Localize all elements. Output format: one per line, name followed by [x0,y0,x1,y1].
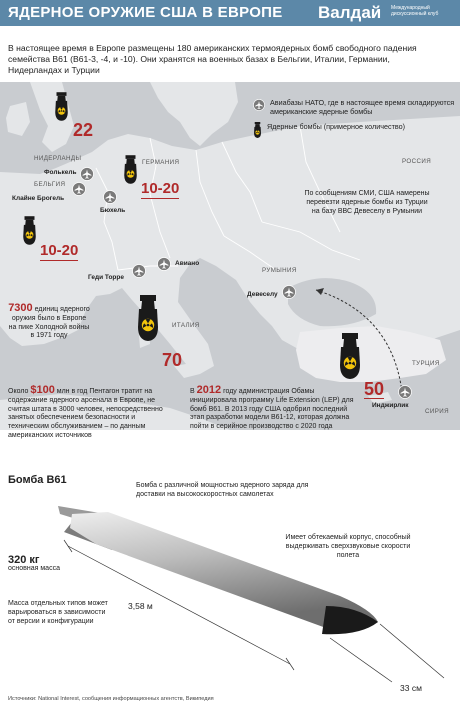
cold-war-number: 7300 [8,302,33,314]
base-kleine-brogel-label: Клайне Брогель [12,195,65,202]
bomb-caption-right: Имеет обтекаемый корпус, способный выдерживать сверхзвуковые скорости полета [285,534,411,559]
bomb-turkey-icon [338,332,362,380]
airbase-icon [253,98,265,112]
cold-war-note [8,304,90,341]
nuclear-bomb-icon [253,122,262,138]
bomb-diameter: 33 см [400,683,422,693]
bomb-netherlands-icon [54,92,69,121]
country-syria: СИРИЯ [425,408,449,415]
base-buchel-label: Бюхель [100,207,126,214]
airbase-deveselu-icon [282,285,296,299]
lep-year: 2012 [196,384,222,396]
intro-text: В настоящее время в Европе размещены 180 американских термоядерных бомб свободного падения семейства В61 (В61-3, -4, и -10). Они хранятся на военных базах в Бельгии, Италии, Германии, Нидерландах и Турции [8,43,417,75]
airbase-ghedi-icon [132,264,146,278]
country-netherlands: НИДЕРЛАНДЫ [34,155,82,162]
europe-map [0,82,460,430]
cost-amount: $100 [30,384,55,396]
bomb-mass-value: 320 кг [8,554,40,566]
bomb-mass-label: основная масса [8,564,60,572]
base-deveselu-label: Девеселу [247,291,278,298]
cost-text: млн в год Пентагон тратит на содержание ядерного арсенала в Европе, не считая штата в 3000 человек, непосредственно занятых обеспечением безопасности и техническим обслуживанием – по данным американских источников [8,388,163,439]
bomb-italy-icon [136,294,160,342]
legend-bombs-label: Ядерные бомбы (примерное количество) [267,122,405,131]
romania-note: По сообщениям СМИ, США намерены перевезти ядерные бомбы из Турции на базу ВВС Девеселу в Румынии [304,190,430,215]
header-bar [0,0,460,26]
country-russia: РОССИЯ [402,158,432,165]
country-italy: ИТАЛИЯ [172,322,200,329]
airbase-volkel-icon [80,167,94,181]
count-belgium: 10-20 [40,242,79,259]
lep-note [190,386,362,432]
airbase-kleine-brogel-icon [72,182,86,196]
airbase-buchel-icon [103,190,117,204]
bomb-length: 3,58 м [128,601,153,611]
b61-bomb-illustration [0,488,460,688]
brand-logo: Валдай [318,3,382,22]
legend-airbase [253,98,458,116]
country-turkey: ТУРЦИЯ [412,360,440,367]
sources-footer: Источники: National Interest, сообщения информационных агентств, Википедия [8,696,214,702]
cost-prefix: Около [8,388,29,395]
legend-airbase-label: Авиабазы НАТО, где в настоящее время складируются американские ядерные бомбы [270,98,455,116]
bomb-caption-top: Бомба с различной мощностью ядерного заряда для доставки на высокоскоростных самолетах [136,482,309,498]
country-germany: ГЕРМАНИЯ [142,159,180,166]
base-ghedi-label: Геди Торре [88,274,124,281]
country-romania: РУМЫНИЯ [262,267,297,274]
bomb-mass [8,556,108,574]
base-volkel-label: Фолькель [44,169,77,176]
bomb-mass-note: Масса отдельных типов может варьироваться в зависимости от версии и конфигурации [8,600,108,625]
airbase-aviano-icon [157,257,171,271]
brand-subtitle: Международный дискуссионный клуб [391,5,439,17]
count-italy: 70 [162,350,183,370]
country-belgium: БЕЛЬГИЯ [34,181,66,188]
page-title: ЯДЕРНОЕ ОРУЖИЕ США В ЕВРОПЕ [8,4,283,21]
lep-text: году администрация Обамы инициировала программу Life Extension (LEP) для бомб В61. В 2013 году США одобрил последний этап разработки модели В61-12, которая должна пойти в серийное производство с 2020 года [190,388,354,431]
count-turkey: 50 [364,379,385,399]
lep-prefix: В [190,388,195,395]
count-netherlands: 22 [73,120,94,140]
airbase-incirlik-icon [398,385,412,399]
cold-war-text: единиц ядерного оружия было в Европе на пике Холодной войны в 1971 году [8,306,90,340]
bomb-germany-icon [123,155,138,184]
count-germany: 10-20 [141,180,180,197]
bomb-section-title: Бомба В61 [8,474,67,486]
base-incirlik-label: Инджирлик [372,402,409,409]
base-aviano-label: Авиано [175,260,200,267]
bomb-belgium-icon [22,216,37,245]
cost-note [8,386,178,441]
legend-bombs [253,122,458,138]
